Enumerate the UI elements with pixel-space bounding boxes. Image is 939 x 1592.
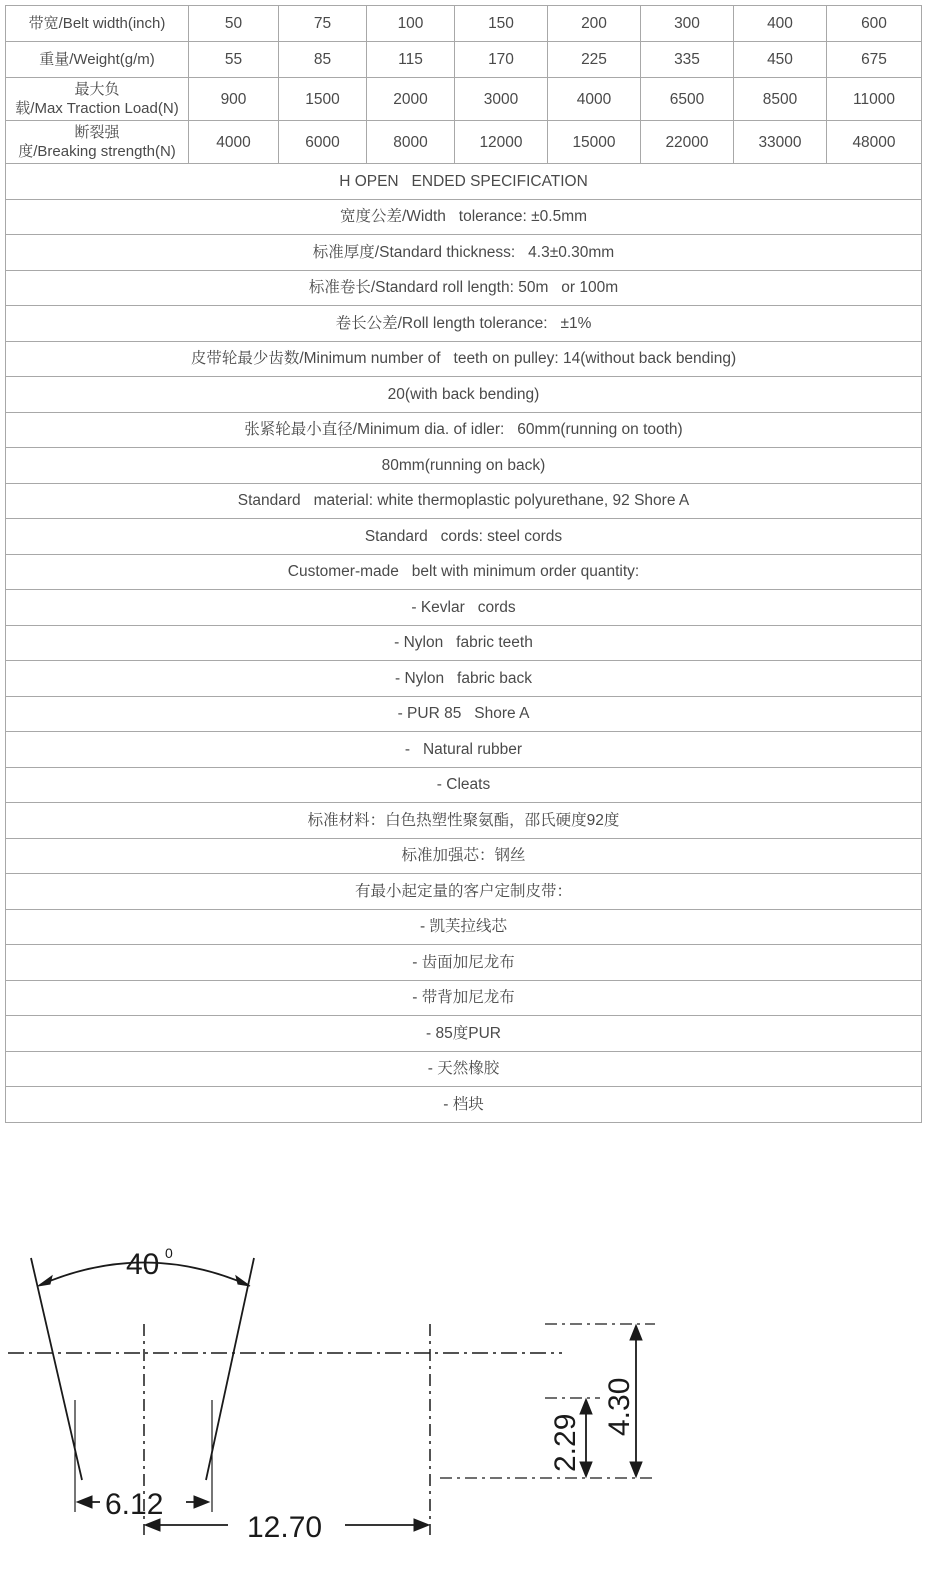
spec-line-row xyxy=(6,554,922,590)
spec-cell: 85 xyxy=(279,42,367,78)
spec-row xyxy=(6,6,922,42)
spec-cell: 15000 xyxy=(548,121,641,164)
spec-line: 标准厚度/Standard thickness: 4.3±0.30mm xyxy=(6,235,922,271)
spec-row xyxy=(6,121,922,164)
spec-line-row xyxy=(6,732,922,768)
tooth-width-arrow-right xyxy=(194,1496,209,1508)
spec-line-row xyxy=(6,235,922,271)
spec-row-label-line1: 断裂强 xyxy=(74,124,120,141)
spec-cell: 22000 xyxy=(641,121,734,164)
spec-line-row xyxy=(6,412,922,448)
angle-line-right xyxy=(206,1258,254,1480)
spec-line: - Cleats xyxy=(6,767,922,803)
total-height-arrow-bottom xyxy=(630,1462,642,1477)
spec-cell: 335 xyxy=(641,42,734,78)
spec-cell: 11000 xyxy=(827,78,922,121)
spec-cell: 6000 xyxy=(279,121,367,164)
spec-cell: 170 xyxy=(455,42,548,78)
total-height-label: 4.30 xyxy=(603,1377,636,1436)
spec-cell: 600 xyxy=(827,6,922,42)
spec-row-label xyxy=(6,121,189,164)
spec-cell: 900 xyxy=(189,78,279,121)
spec-line: 皮带轮最少齿数/Minimum number of teeth on pulley: 14(without back bending) xyxy=(6,341,922,377)
spec-line: 卷长公差/Roll length tolerance: ±1% xyxy=(6,306,922,342)
spec-cell: 450 xyxy=(734,42,827,78)
spec-line: Standard material: white thermoplastic polyurethane, 92 Shore A xyxy=(6,483,922,519)
spec-cell: 300 xyxy=(641,6,734,42)
spec-line: - 85度PUR xyxy=(6,1016,922,1052)
belt-profile-diagram xyxy=(0,1226,939,1592)
angle-arrow-left xyxy=(38,1276,52,1286)
spec-line: - PUR 85 Shore A xyxy=(6,696,922,732)
spec-line-row xyxy=(6,1087,922,1123)
spec-line-row xyxy=(6,519,922,555)
spec-line-row xyxy=(6,874,922,910)
spec-line-row xyxy=(6,1051,922,1087)
spec-line: - Kevlar cords xyxy=(6,590,922,626)
spec-line-row xyxy=(6,803,922,839)
spec-row-label: 重量/Weight(g/m) xyxy=(6,42,189,78)
spec-row-label: 带宽/Belt width(inch) xyxy=(6,6,189,42)
tooth-height-arrow-top xyxy=(580,1399,592,1414)
spec-line-row xyxy=(6,838,922,874)
spec-cell: 4000 xyxy=(189,121,279,164)
spec-line: - 凯芙拉线芯 xyxy=(6,909,922,945)
spec-line: - Natural rubber xyxy=(6,732,922,768)
spec-cell: 100 xyxy=(367,6,455,42)
tooth-height-label: 2.29 xyxy=(549,1413,582,1472)
spec-cell: 115 xyxy=(367,42,455,78)
spec-cell: 2000 xyxy=(367,78,455,121)
spec-line: - Nylon fabric teeth xyxy=(6,625,922,661)
spec-row-label-line2: 载/Max Traction Load(N) xyxy=(15,100,179,117)
spec-cell: 3000 xyxy=(455,78,548,121)
spec-cell: 1500 xyxy=(279,78,367,121)
angle-unit-label: 0 xyxy=(165,1245,173,1261)
spec-line-row xyxy=(6,164,922,200)
spec-line-row xyxy=(6,341,922,377)
spec-cell: 8500 xyxy=(734,78,827,121)
spec-cell: 8000 xyxy=(367,121,455,164)
spec-line: - 天然橡胶 xyxy=(6,1051,922,1087)
spec-cell: 400 xyxy=(734,6,827,42)
spec-line-row xyxy=(6,625,922,661)
spec-cell: 225 xyxy=(548,42,641,78)
spec-line-row xyxy=(6,270,922,306)
spec-line: 标准材料：白色热塑性聚氨酯，邵氏硬度92度 xyxy=(6,803,922,839)
pitch-label: 12.70 xyxy=(247,1511,323,1544)
spec-line: - Nylon fabric back xyxy=(6,661,922,697)
spec-line: H OPEN ENDED SPECIFICATION xyxy=(6,164,922,200)
spec-cell: 150 xyxy=(455,6,548,42)
spec-line-row xyxy=(6,448,922,484)
spec-line-row xyxy=(6,696,922,732)
spec-cell: 75 xyxy=(279,6,367,42)
spec-cell: 12000 xyxy=(455,121,548,164)
spec-line-row xyxy=(6,945,922,981)
spec-line-row xyxy=(6,590,922,626)
spec-cell: 55 xyxy=(189,42,279,78)
spec-line: 标准加强芯：钢丝 xyxy=(6,838,922,874)
spec-row-label-line2: 度/Breaking strength(N) xyxy=(18,143,176,160)
spec-cell: 6500 xyxy=(641,78,734,121)
spec-line: Customer-made belt with minimum order quantity: xyxy=(6,554,922,590)
spec-cell: 50 xyxy=(189,6,279,42)
spec-row-label-line1: 最大负 xyxy=(74,81,120,98)
angle-arrow-right xyxy=(236,1276,250,1286)
spec-line-row xyxy=(6,199,922,235)
angle-line-left xyxy=(31,1258,82,1480)
total-height-arrow-top xyxy=(630,1325,642,1340)
spec-line: 有最小起定量的客户定制皮带： xyxy=(6,874,922,910)
spec-line-row xyxy=(6,483,922,519)
spec-line: - 档块 xyxy=(6,1087,922,1123)
spec-line-row xyxy=(6,661,922,697)
spec-line-row xyxy=(6,909,922,945)
spec-row xyxy=(6,78,922,121)
spec-line: 标准卷长/Standard roll length: 50m or 100m xyxy=(6,270,922,306)
spec-line: Standard cords: steel cords xyxy=(6,519,922,555)
tooth-width-arrow-left xyxy=(77,1496,92,1508)
spec-cell: 4000 xyxy=(548,78,641,121)
spec-cell: 33000 xyxy=(734,121,827,164)
spec-line-row xyxy=(6,377,922,413)
spec-line-row xyxy=(6,767,922,803)
spec-line: - 带背加尼龙布 xyxy=(6,980,922,1016)
spec-line: 张紧轮最小直径/Minimum dia. of idler: 60mm(running on tooth) xyxy=(6,412,922,448)
spec-row xyxy=(6,42,922,78)
spec-cell: 48000 xyxy=(827,121,922,164)
spec-line: 20(with back bending) xyxy=(6,377,922,413)
angle-label: 40 xyxy=(126,1248,160,1281)
spec-line: 宽度公差/Width tolerance: ±0.5mm xyxy=(6,199,922,235)
specification-table xyxy=(5,5,922,1123)
spec-line-row xyxy=(6,306,922,342)
spec-row-label xyxy=(6,78,189,121)
spec-cell: 675 xyxy=(827,42,922,78)
spec-line-row xyxy=(6,980,922,1016)
spec-line: 80mm(running on back) xyxy=(6,448,922,484)
spec-line-row xyxy=(6,1016,922,1052)
tooth-width-label: 6.12 xyxy=(105,1488,164,1521)
spec-cell: 200 xyxy=(548,6,641,42)
spec-line: - 齿面加尼龙布 xyxy=(6,945,922,981)
pitch-arrow-right xyxy=(414,1519,429,1531)
